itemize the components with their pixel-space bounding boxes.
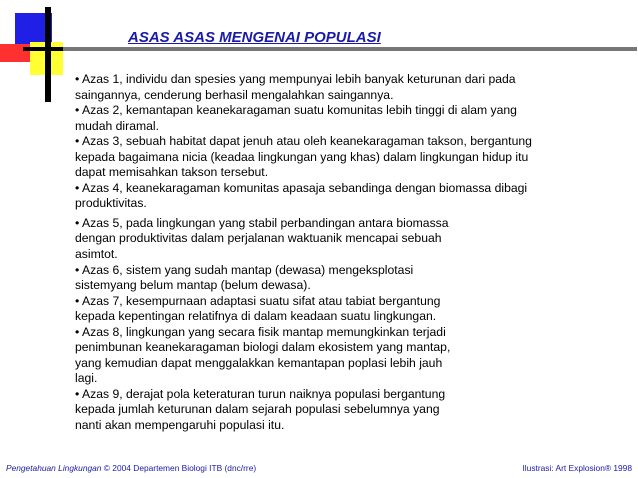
principle-4: • Azas 4, keanekaragaman komunitas apasaja sebandinga dengan biomassa dibagi produktivitas. — [75, 180, 528, 211]
principle-2: • Azas 2, kemantapan keanekaragaman suatu komunitas lebih tinggi di alam yang mudah diramal. — [75, 103, 517, 133]
principle-7: • Azas 7, kesempurnaan adaptasi suatu sifat atau tabiat bergantung kepada kepentingan relatifnya di dalam keadaan suatu lingkungan. — [75, 293, 441, 324]
footer-course-name: Pengetahuan Lingkungan — [6, 463, 102, 473]
principle-8: • Azas 8, lingkungan yang secara fisik mantap memungkinkan terjadi penimbunan keanekaragaman biologi dalam ekosistem yang mantap, yang kemudian dapat menggalakkan kemantapan poplasi lebih jauh lagi. — [75, 324, 451, 386]
principle-1: • Azas 1, individu dan spesies yang mempunyai lebih banyak keturunan dari pada saingannya, cenderung berhasil mengalahkan saingannya. — [75, 72, 516, 102]
principle-5: • Azas 5, pada lingkungan yang stabil perbandingan antara biomassa dengan produktivitas dalam perjalanan waktuanik mencapai sebuah asimtot. — [75, 215, 449, 262]
principles-list — [75, 72, 555, 434]
footer-copyright: © 2004 Departemen Biologi ITB (dnc/rre) — [101, 463, 257, 473]
principle-6: • Azas 6, sistem yang sudah mantap (dewasa) mengeksplotasi sistemyang belum mantap (belum dewasa). — [75, 262, 414, 293]
decor-horizontal-rule — [23, 47, 637, 51]
page-title: ASAS ASAS MENGENAI POPULASI — [128, 29, 381, 46]
principle-3: • Azas 3, sebuah habitat dapat jenuh atau oleh keanekaragaman takson, bergantung kepada bagaimana nicia (keadaa lingkungan yang khas) dalam lingkungan hidup itu dapat memisahkan takson tersebut. — [75, 134, 532, 180]
decor-horizontal-rule-dark — [23, 47, 63, 51]
footer-illustration-credit: Ilustrasi: Art Explosion® 1998 — [522, 463, 632, 473]
principle-9: • Azas 9, derajat pola keteraturan turun naiknya populasi bergantung kepada jumlah keturunan dalam sejarah populasi sebelumnya yang nanti akan mempengaruhi populasi itu. — [75, 386, 446, 433]
footer-credit — [6, 463, 256, 473]
decor-vertical-bar — [45, 7, 51, 102]
